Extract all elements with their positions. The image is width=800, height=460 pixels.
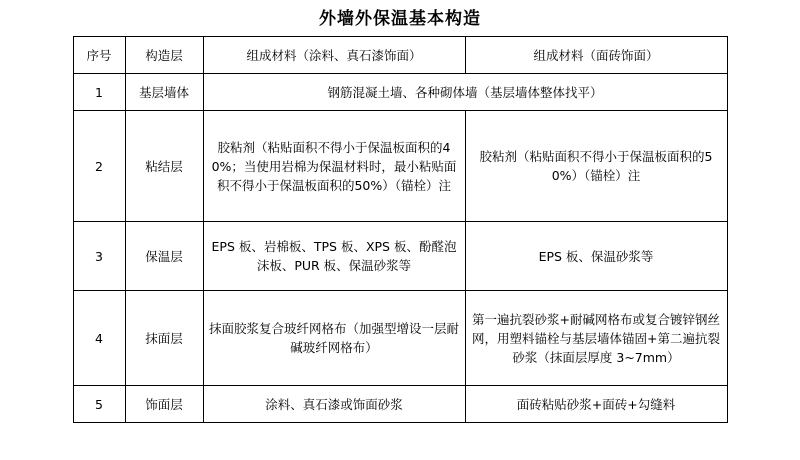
table-body bbox=[73, 74, 727, 423]
cell-material-tile: 面砖粘贴砂浆+面砖+勾缝料 bbox=[465, 386, 727, 423]
table-header-row bbox=[73, 37, 727, 74]
cell-layer: 粘结层 bbox=[125, 111, 203, 222]
table-row bbox=[73, 291, 727, 386]
column-header-material-coating: 组成材料（涂料、真石漆饰面） bbox=[203, 37, 465, 74]
cell-layer: 饰面层 bbox=[125, 386, 203, 423]
cell-layer: 抹面层 bbox=[125, 291, 203, 386]
cell-material-coating: EPS 板、岩棉板、TPS 板、XPS 板、酚醛泡沫板、PUR 板、保温砂浆等 bbox=[203, 222, 465, 291]
cell-material-coating: 胶粘剂（粘贴面积不得小于保温板面积的40%；当使用岩棉为保温材料时，最小粘贴面积不得小于保温板面积的50%）（锚栓）注 bbox=[203, 111, 465, 222]
column-header-material-tile: 组成材料（面砖饰面） bbox=[465, 37, 727, 74]
cell-no: 2 bbox=[73, 111, 125, 222]
column-header-layer: 构造层 bbox=[125, 37, 203, 74]
cell-material-merged: 钢筋混凝土墙、各种砌体墙（基层墙体整体找平） bbox=[203, 74, 727, 111]
table-row bbox=[73, 386, 727, 423]
cell-material-coating: 涂料、真石漆或饰面砂浆 bbox=[203, 386, 465, 423]
cell-no: 1 bbox=[73, 74, 125, 111]
page-title: 外墙外保温基本构造 bbox=[319, 9, 481, 29]
cell-layer: 基层墙体 bbox=[125, 74, 203, 111]
wall-insulation-structure-table bbox=[73, 36, 728, 423]
document-page bbox=[0, 8, 800, 460]
cell-material-tile: EPS 板、保温砂浆等 bbox=[465, 222, 727, 291]
cell-layer: 保温层 bbox=[125, 222, 203, 291]
cell-material-tile: 第一遍抗裂砂浆+耐碱网格布或复合镀锌钢丝网，用塑料锚栓与基层墙体锚固+第二遍抗裂砂浆（抹面层厚度 3~7mm） bbox=[465, 291, 727, 386]
table-row bbox=[73, 111, 727, 222]
cell-no: 4 bbox=[73, 291, 125, 386]
cell-material-coating: 抹面胶浆复合玻纤网格布（加强型增设一层耐碱玻纤网格布） bbox=[203, 291, 465, 386]
cell-material-tile: 胶粘剂（粘贴面积不得小于保温板面积的50%）（锚栓）注 bbox=[465, 111, 727, 222]
cell-no: 5 bbox=[73, 386, 125, 423]
table-header bbox=[73, 37, 727, 74]
cell-no: 3 bbox=[73, 222, 125, 291]
column-header-no: 序号 bbox=[73, 37, 125, 74]
table-row bbox=[73, 222, 727, 291]
table-row bbox=[73, 74, 727, 111]
